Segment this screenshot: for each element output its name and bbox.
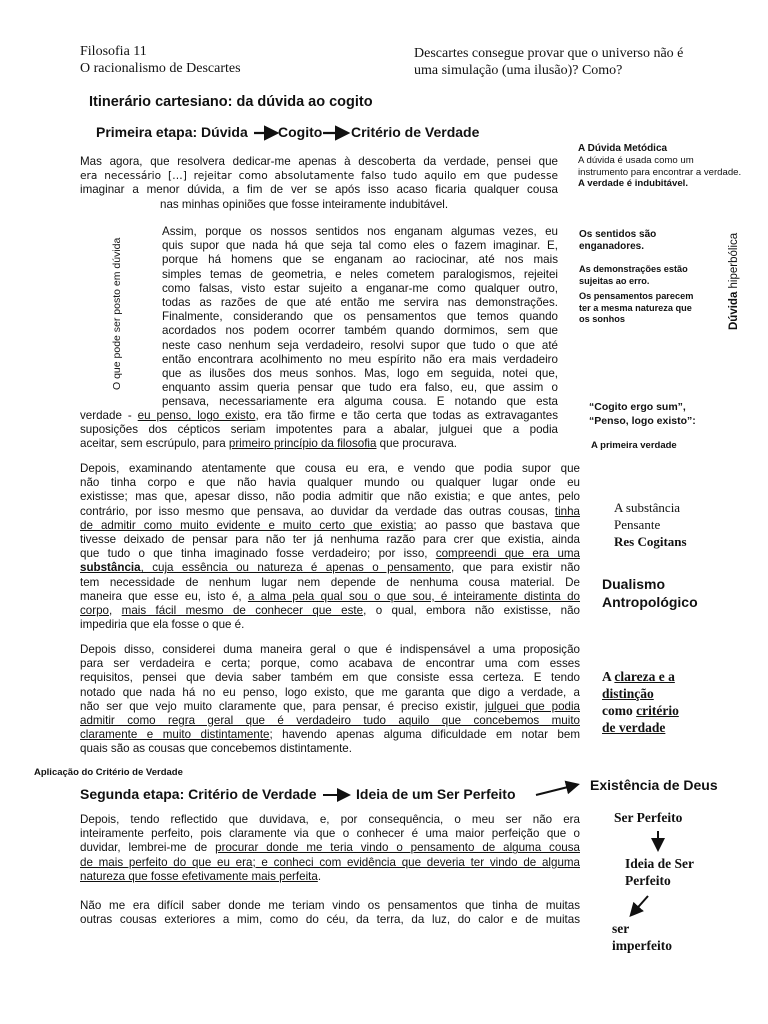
text-line: como falsas, visto estar sujeito a enganar-me como qualquer outro, bbox=[162, 281, 558, 295]
paragraph-thinking-substance: Depois, examinando atentamente que cousa eu era, e vendo que podia supor que não tinha corpo e que não havia qualquer mundo ou qualquer lugar onde eu existisse; mas que, apesar disso, não podia admitir que não existia; e que antes, pelo contrário, por isso mesmo que pensava, ao duvidar da verdade das outras cousas, tinha de admitir como muito evidente e muito certo que existia; ao passo que bastava que tivesse deixado de pensar para não ter já nenhuma razão para crer que existia, ainda que tudo o que tinha imaginado fosse verdadeiro; por isso, compreendi que era uma substância, cuja essência ou natureza é apenas o pensamento, que para existir não tem necessidade de nenhum lugar nem depende de nenhuma cousa material. De maneira que esse eu, isto é, a alma pela qual sou o que sou, é inteiramente distinta do corpo, mais fácil mesmo de conhecer que este, o qual, embora não existisse, não impediria que ela fosse o que é. bbox=[80, 462, 581, 632]
paragraph-cogito: verdade - eu penso, logo existo, era tão firme e tão certa que todas as extravagantes suposições dos cépticos seriam impotentes para a abalar, julguei que a podia aceitar, sem escrúpulo, para primeiro princípio da filosofia que procurava. bbox=[80, 409, 558, 451]
text-line: quis supor que nada há que seja tal como eles o fazem imaginar. E, bbox=[162, 239, 558, 253]
text-line: simples temas de geometria, e neles cometem paralogismos, rejeitei bbox=[162, 267, 558, 281]
arrow-right-icon bbox=[536, 785, 576, 795]
stage1-cogito: Cogito bbox=[278, 124, 323, 140]
paragraph-hyperbolic-doubt bbox=[162, 225, 558, 410]
note-demonstrations: As demonstrações estão sujeitas ao erro. bbox=[579, 264, 688, 286]
existence-of-god: Existência de Deus bbox=[590, 777, 718, 793]
paragraph-methodic-doubt: Mas agora, que resolvera dedicar-me apenas à descoberta da verdade, pensei que era necessário […] rejeitar como absolutamente falso tudo aquilo em que pudesse imaginar a menor dúvida, a fim de ver se após isso acaso ficaria qualquer cousa nas minhas opiniões que fosse inteiramente indubitável. bbox=[80, 155, 558, 211]
note-cogito: “Cogito ergo sum”, “Penso, logo existo”: bbox=[589, 401, 696, 427]
text-line: Assim, porque os nossos sentidos nos enganam algumas vezes, eu bbox=[162, 225, 558, 238]
text-line: que as ilusões dos meus sonhos. Mas, logo em seguida, notei que, bbox=[162, 367, 558, 381]
arrow-down-left-icon bbox=[632, 896, 648, 914]
application-label: Aplicação do Critério de Verdade bbox=[34, 767, 183, 778]
guiding-question: Descartes consegue provar que o universo não é uma simulação (uma ilusão)? Como? bbox=[414, 46, 684, 78]
side-anthropological-dualism: Dualismo Antropológico bbox=[602, 576, 698, 610]
paragraph-external-things: Não me era difícil saber donde me teriam vindo os pensamentos que tinha de muitas outras cousas exteriores a mim, como do céu, da terra, da luz, do calor e de muitas bbox=[80, 899, 580, 927]
text-line: enquanto assim queria pensar que tudo era falso, eu, que assim o bbox=[162, 381, 558, 395]
course-title: Filosofia 11 O racionalismo de Descartes bbox=[80, 44, 241, 76]
text-line: neste caso nenhum seja verdadeiro, resolvi supor que tudo o que até bbox=[162, 338, 558, 352]
text-line: todas as razões de que até então me servira nas demonstrações. bbox=[162, 296, 558, 310]
stage1-doubt: Primeira etapa: Dúvida bbox=[96, 124, 248, 140]
text-line: pensava, necessariamente era alguma cousa. E notando que esta bbox=[162, 395, 558, 409]
vertical-label-hyperbolic: Dúvida hiperbólica bbox=[728, 232, 740, 330]
vertical-label-doubtable: O que pode ser posto em dúvida bbox=[111, 237, 123, 390]
side-perfect-being: Ser Perfeito bbox=[614, 810, 683, 825]
paragraph-perfect-being: Depois, tendo reflectido que duvidava, e, por consequência, o meu ser não era inteiramente perfeito, pois claramente via que o conhecer é uma maior perfeição que o duvidar, lembrei-me de procurar donde me teria vindo o pensamento de alguma cousa de mais perfeito do que eu era; e conheci com evidência que deveria ter vindo de alguma natureza que fosse efetivamente mais perfeita. bbox=[80, 813, 580, 883]
stage2-criterion: Segunda etapa: Critério de Verdade bbox=[80, 786, 317, 802]
side-clarity-distinction: A clareza e a distinção como critério de verdade bbox=[602, 669, 679, 735]
text-line: então encontrara acolhimento no meu espírito não era mais verdadeiro bbox=[162, 352, 558, 366]
note-thoughts-dreams: Os pensamentos parecem ter a mesma natureza que os sonhos bbox=[579, 291, 694, 324]
itinerary-title: Itinerário cartesiano: da dúvida ao cogito bbox=[89, 94, 373, 110]
text-line: Finalmente, considerando que os pensamentos que temos quando bbox=[162, 310, 558, 324]
side-idea-perfect-being: Ideia de Ser Perfeito bbox=[625, 856, 694, 888]
note-first-truth: A primeira verdade bbox=[591, 440, 677, 451]
text-line: porque há homens que se enganam ao raciocinar, até nos mais bbox=[162, 253, 558, 267]
stage2-perfect-being: Ideia de um Ser Perfeito bbox=[356, 786, 516, 802]
side-imperfect-being: ser imperfeito bbox=[612, 921, 672, 953]
stage1-criterion: Critério de Verdade bbox=[351, 124, 480, 140]
note-senses: Os sentidos são enganadores. bbox=[579, 229, 657, 252]
note-methodic-doubt: A Dúvida Metódica A dúvida é usada como um instrumento para encontrar a verdade. A verdade é indubitável. bbox=[578, 143, 742, 189]
text-line: acordados nos podem ocorrer também quando dormimos, sem que bbox=[162, 324, 558, 338]
side-thinking-substance: A substância Pensante Res Cogitans bbox=[614, 500, 687, 549]
paragraph-truth-criterion: Depois disso, considerei duma maneira geral o que é indispensável a uma proposição para ser verdadeira e certa; porque, como acabava de encontrar uma com esses requisitos, pensei que devia saber também em que consiste essa certeza. E tendo notado que nada há no eu penso, logo existo, que me garanta que digo a verdade, a não ser que vejo muito claramente que, para pensar, é preciso existir, julguei que podia admitir como regra geral que é verdadeiro tudo aquilo que concebemos muito claramente e muito distintamente; havendo apenas alguma dificuldade em notar bem quais são as cousas que concebemos distintamente. bbox=[80, 643, 580, 756]
